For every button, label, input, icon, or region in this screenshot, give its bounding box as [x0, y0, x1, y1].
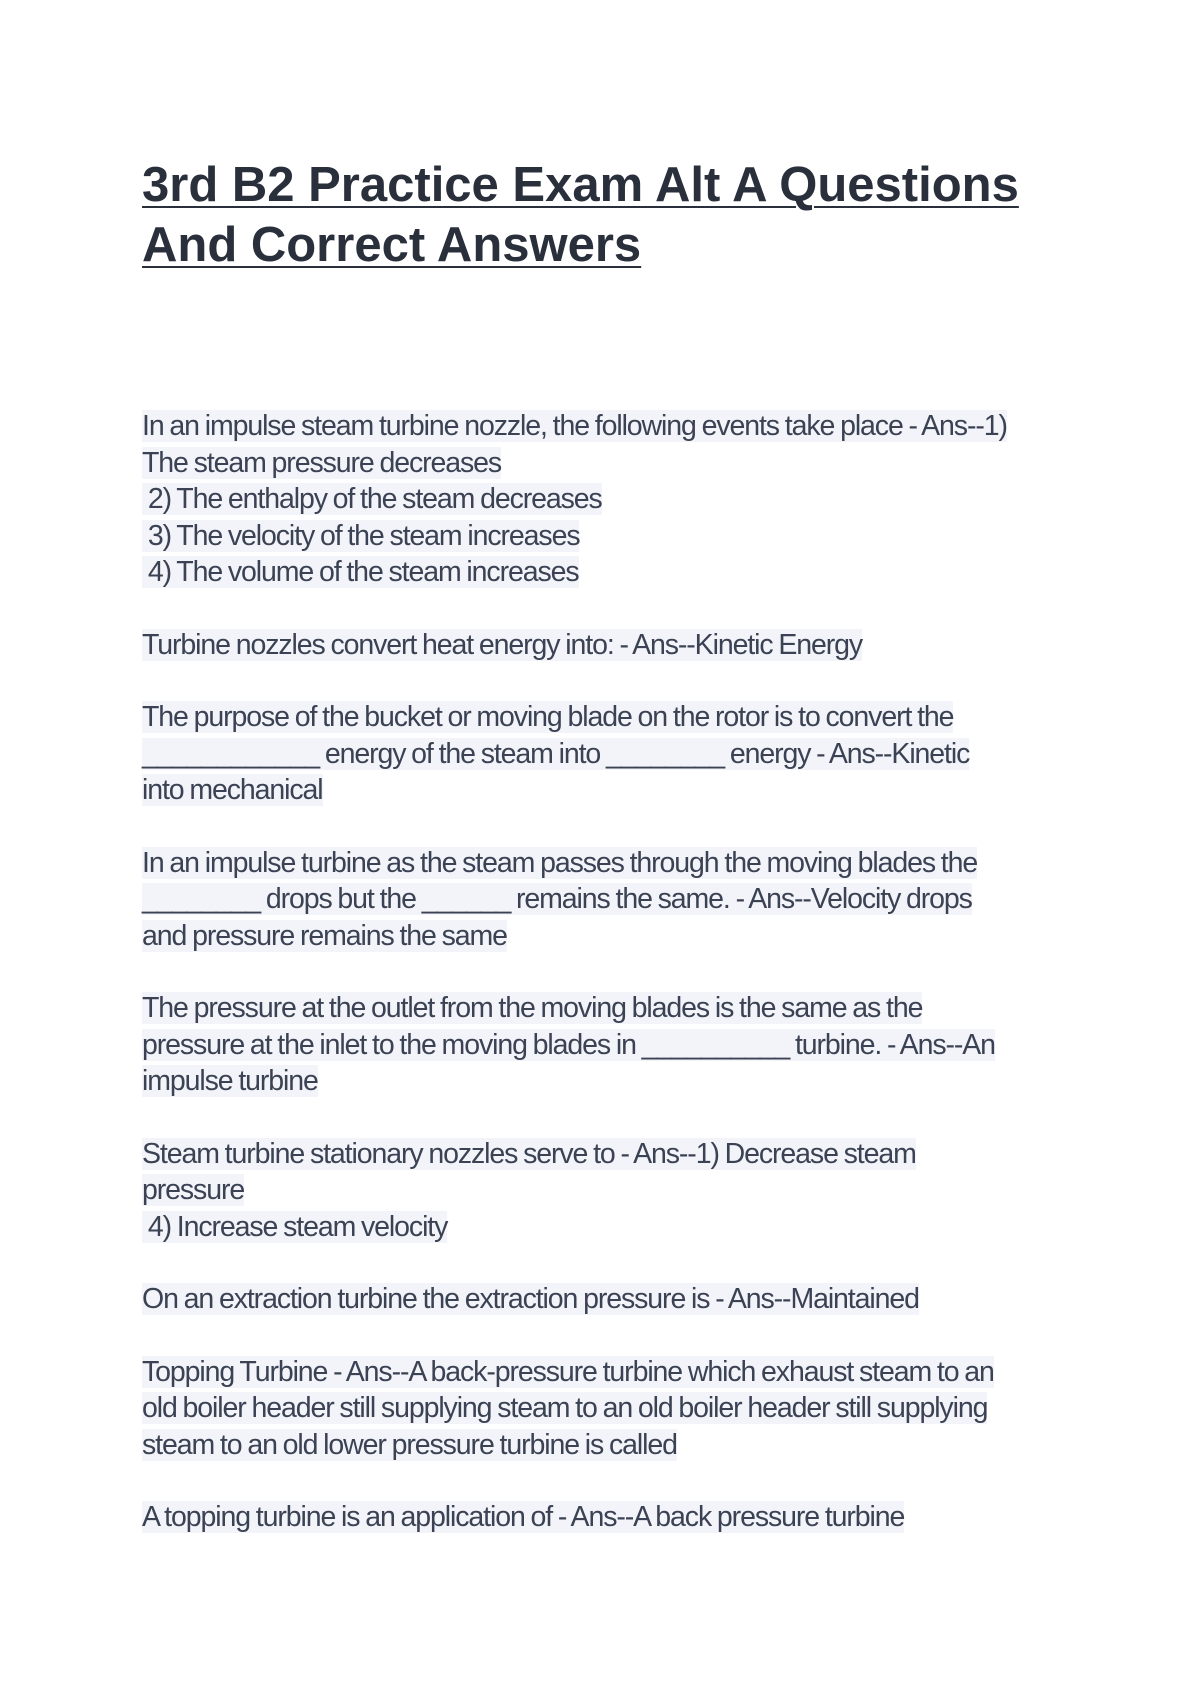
qa-text-line: [142, 1027, 1082, 1064]
qa-text-line: [142, 881, 1082, 918]
qa-text: steam to an old lower pressure turbine is called: [142, 1428, 677, 1461]
qa-text-line: [142, 1063, 1082, 1100]
qa-item: [142, 1354, 1082, 1464]
qa-text-line: [142, 518, 1082, 555]
qa-text-line: [142, 1209, 1082, 1246]
qa-text: pressure: [142, 1174, 245, 1206]
qa-text-line: [142, 1499, 1082, 1536]
qa-text-line: [142, 918, 1082, 955]
qa-item: [142, 1136, 1082, 1246]
qa-text: In an impulse turbine as the steam passes through the moving blades the: [142, 846, 978, 879]
qa-text: Topping Turbine - Ans--A back-pressure turbine which exhaust steam to an: [142, 1355, 994, 1388]
qa-text: ____________ energy of the steam into ________ energy - Ans--Kinetic: [142, 737, 970, 770]
qa-text: ________ drops but the ______ remains the same. - Ans--Velocity drops: [142, 883, 972, 915]
qa-text: Steam turbine stationary nozzles serve to - Ans--1) Decrease steam: [142, 1137, 916, 1170]
qa-text: The pressure at the outlet from the moving blades is the same as the: [142, 992, 923, 1024]
qa-text-line: [142, 1354, 1082, 1391]
qa-text-line: [142, 699, 1082, 736]
qa-text-line: [142, 845, 1082, 882]
qa-text: The purpose of the bucket or moving blade on the rotor is to convert the: [142, 701, 954, 733]
qa-text: pressure at the inlet to the moving blades in __________ turbine. - Ans--An: [142, 1028, 995, 1061]
qa-text: impulse turbine: [142, 1065, 318, 1097]
qa-text: 3) The velocity of the steam increases: [142, 519, 580, 552]
qa-text: A topping turbine is an application of - Ans--A back pressure turbine: [142, 1501, 905, 1533]
qa-item: [142, 990, 1082, 1100]
page-title: [142, 155, 1082, 275]
qa-text-line: [142, 445, 1082, 482]
qa-text: Turbine nozzles convert heat energy into: - Ans--Kinetic Energy: [142, 628, 863, 661]
qa-text: into mechanical: [142, 774, 323, 806]
qa-item: [142, 1499, 1082, 1536]
qa-text: and pressure remains the same: [142, 919, 507, 952]
qa-text: In an impulse steam turbine nozzle, the following events take place - Ans--1): [142, 410, 1007, 442]
qa-item: [142, 845, 1082, 955]
qa-text: 4) Increase steam velocity: [142, 1210, 448, 1243]
qa-item: [142, 699, 1082, 809]
qa-item: [142, 1281, 1082, 1318]
qa-text: The steam pressure decreases: [142, 446, 502, 479]
qa-text: On an extraction turbine the extraction pressure is - Ans--Maintained: [142, 1283, 919, 1315]
qa-text-line: [142, 1136, 1082, 1173]
title-line-1: 3rd B2 Practice Exam Alt A Questions: [142, 158, 1019, 212]
qa-text: 2) The enthalpy of the steam decreases: [142, 483, 602, 515]
question-answer-list: [142, 408, 1082, 1572]
qa-text-line: [142, 1427, 1082, 1464]
qa-text-line: [142, 481, 1082, 518]
qa-text-line: [142, 408, 1082, 445]
qa-text: old boiler header still supplying steam to an old boiler header still supplying: [142, 1392, 988, 1424]
qa-text-line: [142, 1172, 1082, 1209]
qa-text: 4) The volume of the steam increases: [142, 556, 579, 588]
qa-text-line: [142, 772, 1082, 809]
qa-text-line: [142, 627, 1082, 664]
qa-text-line: [142, 1390, 1082, 1427]
qa-text-line: [142, 736, 1082, 773]
qa-item: [142, 627, 1082, 664]
title-line-2: And Correct Answers: [142, 218, 642, 272]
qa-text-line: [142, 990, 1082, 1027]
qa-text-line: [142, 1281, 1082, 1318]
qa-item: [142, 408, 1082, 591]
qa-text-line: [142, 554, 1082, 591]
